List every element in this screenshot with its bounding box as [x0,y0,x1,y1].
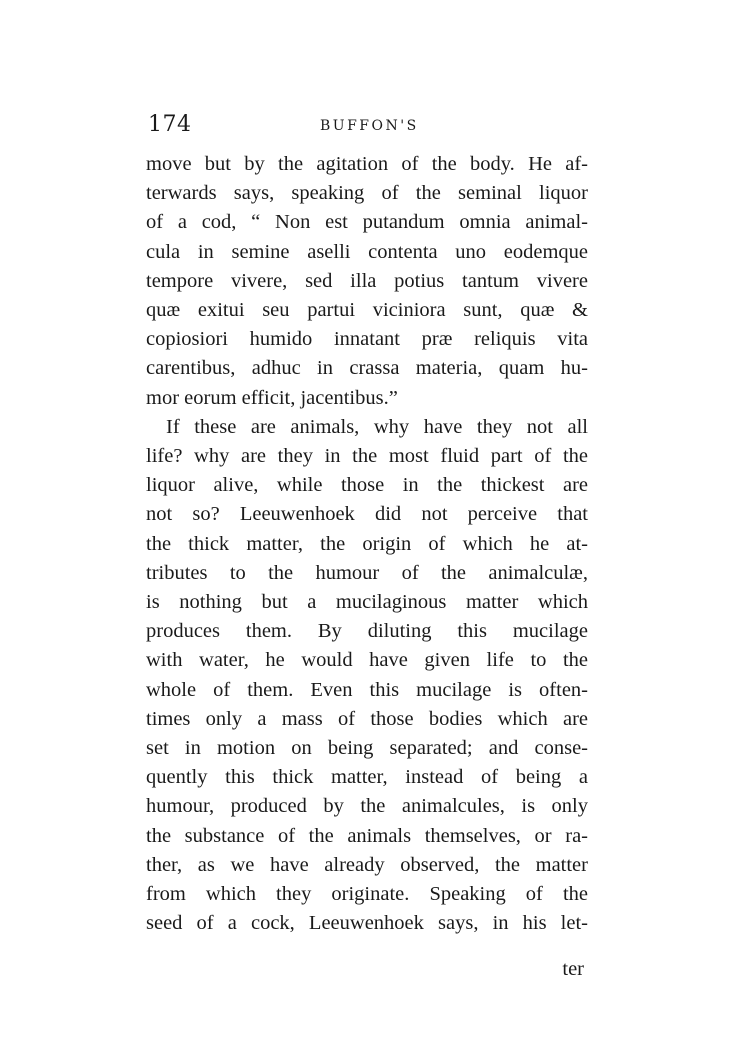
text-line: times only a mass of those bodies which are [146,707,588,730]
text-line: tempore vivere, sed illa potius tantum vivere [146,269,588,292]
text-line: humour, produced by the animalcules, is only [146,795,588,818]
catchword: ter [562,958,584,980]
text-line: life? why are they in the most fluid part of the [146,445,588,468]
paragraph [146,150,588,413]
text-line: mor eorum efficit, jacentibus.” [146,386,398,409]
text-line: copiosiori humido innatant præ reliquis vita [146,328,588,351]
text-line: tributes to the humour of the animalculæ, [146,561,588,584]
text-line: move but by the agitation of the body. He af- [146,153,588,175]
running-head: BUFFON'S [320,118,419,134]
body-text [146,150,588,938]
paragraph [146,413,588,939]
text-line: produces them. By diluting this mucilage [146,620,588,643]
text-line: quæ exitui seu partui viciniora sunt, quæ & [146,299,588,322]
page-number: 174 [148,112,192,137]
text-line: set in motion on being separated; and conse- [146,737,588,760]
text-line: carentibus, adhuc in crassa materia, quam hu- [146,357,588,380]
text-line: not so? Leeuwenhoek did not perceive that [146,503,588,526]
text-line: is nothing but a mucilaginous matter which [146,591,588,614]
text-line: with water, he would have given life to the [146,649,588,672]
text-line: of a cod, “ Non est putandum omnia animal- [146,211,588,234]
page-header [148,112,588,142]
text-line: ther, as we have already observed, the matter [146,853,588,876]
text-line: terwards says, speaking of the seminal liquor [146,182,588,205]
text-line: cula in semine aselli contenta uno eodemque [146,240,588,263]
text-line: from which they originate. Speaking of the [146,883,588,906]
text-line: liquor alive, while those in the thickest are [146,474,588,497]
text-line: whole of them. Even this mucilage is often- [146,678,588,701]
text-line: the thick matter, the origin of which he at- [146,532,588,555]
text-line: If these are animals, why have they not all [166,415,588,438]
text-line: seed of a cock, Leeuwenhoek says, in his let- [146,912,588,935]
text-line: quently this thick matter, instead of being a [146,766,588,789]
text-line: the substance of the animals themselves, or ra- [146,824,588,847]
